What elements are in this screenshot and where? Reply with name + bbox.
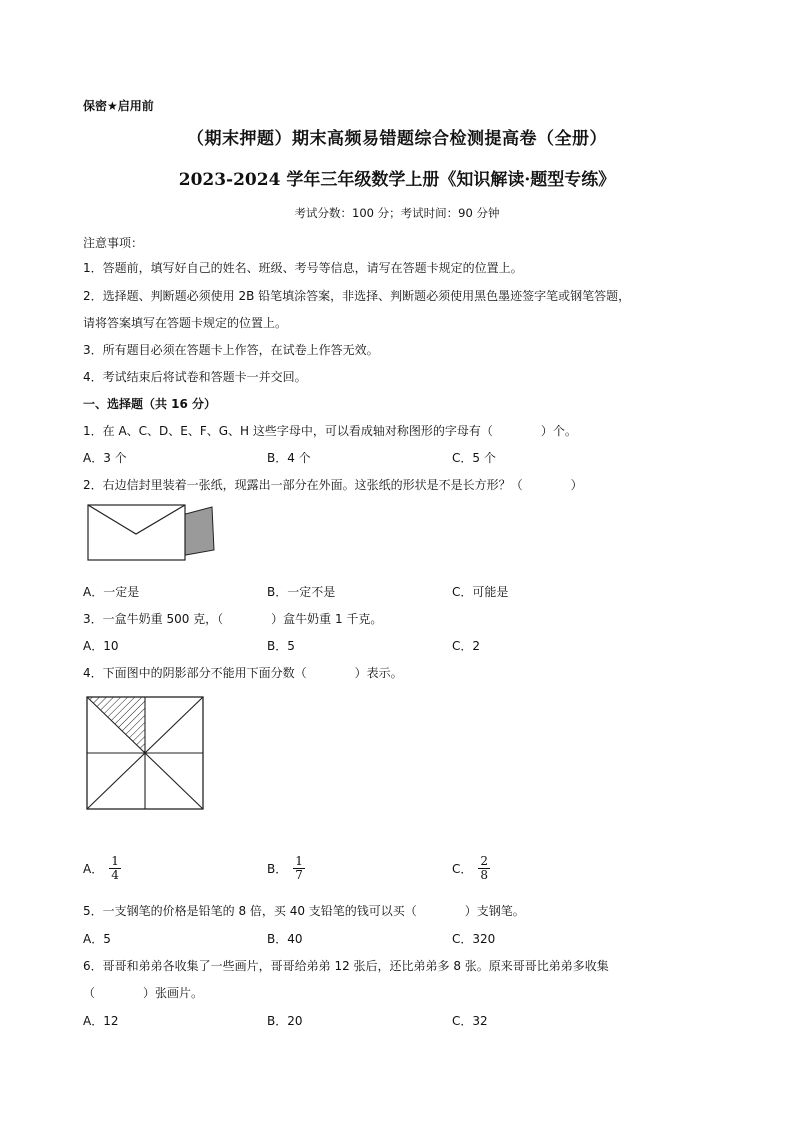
q1-option-a: A．3 个: [83, 451, 127, 465]
q2-option-c: C．可能是: [452, 585, 509, 599]
exam-subtitle-title: 2023-2024 学年三年级数学上册《知识解读·题型专练》: [178, 170, 616, 190]
question-3-stem: 3．一盒牛奶重 500 克，（ ）盒牛奶重 1 千克。: [83, 612, 383, 626]
exam-info: 考试分数：100 分；考试时间：90 分钟: [294, 206, 500, 220]
q5-option-c: C．320: [452, 932, 496, 946]
square-fraction-figure: [86, 696, 206, 812]
q3-option-b: B．5: [267, 639, 295, 653]
note-item: 2．选择题、判断题必须使用 2B 铅笔填涂答案，非选择、判断题必须使用黑色墨迹签字笔或钢笔答题，: [83, 289, 631, 303]
exam-title: （期末押题）期末高频易错题综合检测提高卷（全册）: [187, 129, 607, 149]
q3-option-a: A．10: [83, 639, 119, 653]
q4-option-a: A． $\frac{1}{4}$: [83, 854, 119, 882]
note-item: 1．答题前，填写好自己的姓名、班级、考号等信息，请写在答题卡规定的位置上。: [83, 261, 523, 275]
note-item: 3．所有题目必须在答题卡上作答，在试卷上作答无效。: [83, 343, 379, 357]
question-4-stem: 4．下面图中的阴影部分不能用下面分数（ ）表示。: [83, 666, 403, 680]
q1-option-b: B．4 个: [267, 451, 311, 465]
q6-option-b: B．20: [267, 1014, 303, 1028]
notes-heading: 注意事项：: [83, 236, 144, 250]
q1-option-c: C．5 个: [452, 451, 496, 465]
q4-option-c: C． $\frac{2}{8}$: [452, 854, 489, 882]
question-5-stem: 5．一支钢笔的价格是铅笔的 8 倍，买 40 支铅笔的钱可以买（ ）支钢笔。: [83, 904, 525, 918]
envelope-figure: [86, 504, 216, 564]
q2-option-a: A．一定是: [83, 585, 140, 599]
q5-option-b: B．40: [267, 932, 303, 946]
question-2-stem: 2．右边信封里装着一张纸，现露出一部分在外面。这张纸的形状是不是长方形？（ ）: [83, 478, 583, 492]
section-heading: 一、选择题（共 16 分）: [83, 397, 217, 411]
question-1-stem: 1．在 A、C、D、E、F、G、H 这些字母中，可以看成轴对称图形的字母有（ ）个。: [83, 424, 577, 438]
note-item: 4．考试结束后将试卷和答题卡一并交回。: [83, 370, 307, 384]
note-item: 请将答案填写在答题卡规定的位置上。: [83, 316, 288, 330]
q2-option-b: B．一定不是: [267, 585, 336, 599]
question-6-stem-cont: （ ）张画片。: [83, 986, 204, 1000]
secret-tag: 保密★启用前: [83, 99, 154, 113]
q6-option-c: C．32: [452, 1014, 488, 1028]
q5-option-a: A．5: [83, 932, 111, 946]
q3-option-c: C．2: [452, 639, 481, 653]
q4-option-b: B． $\frac{1}{7}$: [267, 854, 303, 882]
q6-option-a: A．12: [83, 1014, 119, 1028]
question-6-stem: 6．哥哥和弟弟各收集了一些画片，哥哥给弟弟 12 张后，还比弟弟多 8 张。原来哥哥比弟弟多收集: [83, 959, 609, 973]
